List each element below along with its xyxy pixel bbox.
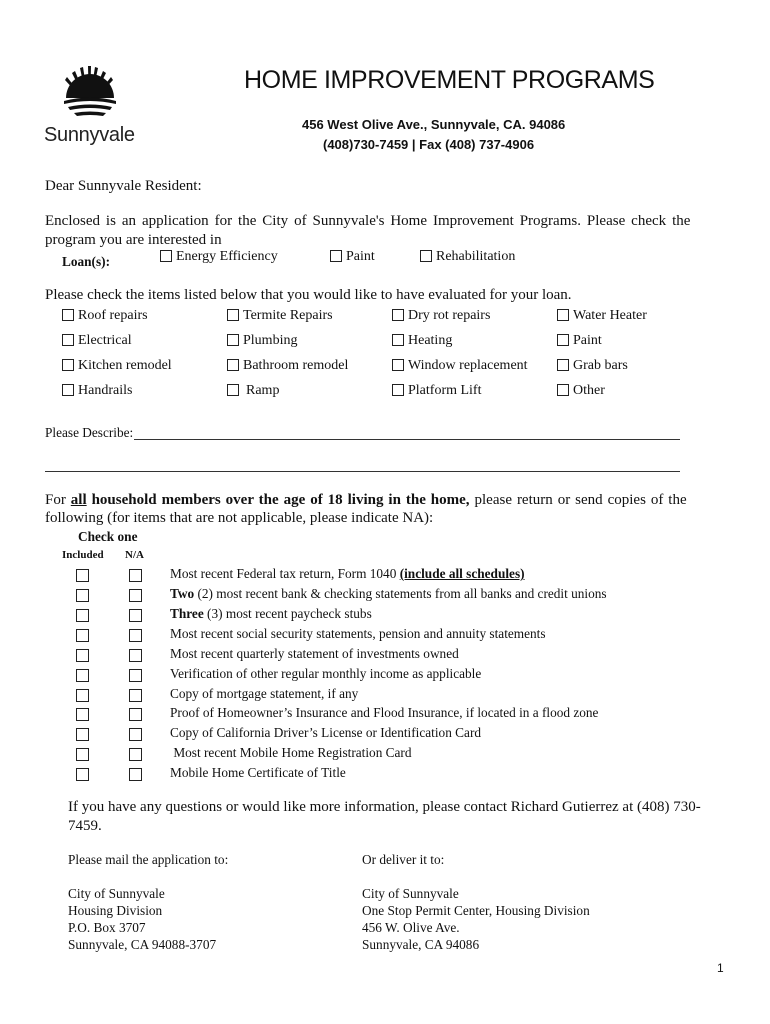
doc-na-checkbox[interactable]: [129, 765, 142, 783]
doc-item: [170, 606, 372, 622]
doc-item: Proof of Homeowner’s Insurance and Flood Insurance, if located in a flood zone: [170, 705, 599, 720]
loan-option-label: Paint: [346, 249, 375, 264]
deliver-line: 456 W. Olive Ave.: [362, 920, 460, 935]
household-line-2: following (for items that are not applicable, please indicate NA):: [45, 510, 434, 526]
mail-line: P.O. Box 3707: [68, 920, 146, 935]
doc-emphasis: (include all schedules): [399, 566, 525, 581]
checkbox[interactable]: [557, 334, 569, 346]
item-dry-rot-repairs[interactable]: [392, 308, 490, 324]
doc-na-checkbox[interactable]: [129, 705, 142, 723]
doc-item: Most recent Mobile Home Registration Card: [170, 745, 412, 760]
doc-na-checkbox[interactable]: [129, 646, 142, 664]
describe-label: Please Describe:: [45, 425, 134, 440]
checkbox[interactable]: [392, 359, 404, 371]
item-label: Dry rot repairs: [408, 308, 491, 323]
doc-na-checkbox[interactable]: [129, 606, 142, 624]
item-label: Water Heater: [573, 308, 647, 323]
deliver-line: Sunnyvale, CA 94086: [362, 937, 480, 952]
item-label: Termite Repairs: [243, 308, 333, 323]
doc-na-checkbox[interactable]: [129, 745, 142, 763]
office-phone: (408)730-7459 | Fax (408) 737-4906: [323, 137, 535, 152]
item-grab-bars[interactable]: [557, 358, 628, 374]
describe-line-1[interactable]: [134, 439, 680, 440]
household-line-1: [45, 492, 687, 509]
doc-text: (3) most recent paycheck stubs: [203, 606, 372, 621]
item-paint[interactable]: [557, 333, 602, 349]
mail-line: City of Sunnyvale: [68, 886, 165, 901]
item-handrails[interactable]: [62, 383, 132, 399]
checkbox[interactable]: [62, 309, 74, 321]
household-suffix: please return or send copies of the: [469, 492, 687, 508]
checkbox[interactable]: [557, 309, 569, 321]
contact-line-2: 7459.: [68, 818, 102, 834]
loan-option-energy[interactable]: [160, 249, 278, 265]
doc-included-checkbox[interactable]: [76, 705, 89, 723]
mail-line: Sunnyvale, CA 94088-3707: [68, 937, 217, 952]
doc-included-checkbox[interactable]: [76, 765, 89, 783]
loan-option-rehabilitation[interactable]: [420, 249, 515, 265]
item-water-heater[interactable]: [557, 308, 647, 324]
item-plumbing[interactable]: [227, 333, 297, 349]
doc-included-checkbox[interactable]: [76, 646, 89, 664]
checkbox[interactable]: [392, 384, 404, 396]
checkbox[interactable]: [62, 384, 74, 396]
checkbox[interactable]: [227, 384, 239, 396]
item-label: Bathroom remodel: [243, 358, 349, 373]
mail-line: Housing Division: [68, 903, 163, 918]
doc-included-checkbox[interactable]: [76, 725, 89, 743]
doc-item: [170, 586, 607, 602]
checkbox[interactable]: [227, 334, 239, 346]
contact-line-1: If you have any questions or would like more information, please contact Richard Gutierrez at (408) 730-: [68, 799, 701, 815]
checkbox[interactable]: [557, 359, 569, 371]
logo-wordmark: Sunnyvale: [44, 124, 135, 146]
item-label: Platform Lift: [408, 383, 482, 398]
intro-line-1: Enclosed is an application for the City of Sunnyvale's Home Improvement Programs. Please check the: [45, 213, 691, 229]
column-na: N/A: [125, 549, 144, 561]
doc-text: Most recent Federal tax return, Form 1040: [170, 566, 400, 581]
doc-item: Most recent quarterly statement of investments owned: [170, 646, 459, 661]
item-platform-lift[interactable]: [392, 383, 482, 399]
sun-logo-icon: [60, 64, 120, 122]
checkbox[interactable]: [392, 309, 404, 321]
sunnyvale-logo: [44, 64, 144, 154]
doc-emphasis: Two: [170, 586, 195, 601]
item-window-replacement[interactable]: [392, 358, 528, 374]
checkbox[interactable]: [330, 250, 342, 262]
checkbox[interactable]: [557, 384, 569, 396]
check-one-label: Check one: [78, 529, 138, 544]
item-label: Plumbing: [243, 333, 298, 348]
doc-na-checkbox[interactable]: [129, 666, 142, 684]
household-prefix: For: [45, 492, 71, 508]
describe-line-2[interactable]: [45, 471, 680, 472]
item-other[interactable]: [557, 383, 605, 399]
loan-option-label: Energy Efficiency: [176, 249, 278, 264]
checkbox[interactable]: [392, 334, 404, 346]
item-label: Heating: [408, 333, 453, 348]
checkbox[interactable]: [62, 334, 74, 346]
item-label: Window replacement: [408, 358, 528, 373]
item-bathroom-remodel[interactable]: [227, 358, 348, 374]
item-label: Paint: [573, 333, 602, 348]
page-number: 1: [717, 961, 724, 975]
item-electrical[interactable]: [62, 333, 132, 349]
loan-option-label: Rehabilitation: [436, 249, 516, 264]
doc-na-checkbox[interactable]: [129, 566, 142, 584]
page-title: HOME IMPROVEMENT PROGRAMS: [244, 66, 655, 94]
item-label: Roof repairs: [78, 308, 148, 323]
doc-included-checkbox[interactable]: [76, 686, 89, 704]
checkbox[interactable]: [227, 359, 239, 371]
doc-included-checkbox[interactable]: [76, 606, 89, 624]
mail-heading: Please mail the application to:: [68, 852, 229, 867]
household-bold: household members over the age of 18 living in the home,: [86, 492, 470, 508]
item-kitchen-remodel[interactable]: [62, 358, 172, 374]
doc-item: [170, 566, 525, 582]
doc-item: Copy of California Driver’s License or Identification Card: [170, 725, 482, 740]
checkbox[interactable]: [62, 359, 74, 371]
item-roof-repairs[interactable]: [62, 308, 148, 324]
greeting: Dear Sunnyvale Resident:: [45, 178, 202, 194]
item-ramp[interactable]: [227, 383, 279, 399]
column-included: Included: [62, 549, 104, 561]
items-heading: Please check the items listed below that you would like to have evaluated for your loan.: [45, 287, 572, 303]
doc-na-checkbox[interactable]: [129, 586, 142, 604]
doc-item: Mobile Home Certificate of Title: [170, 765, 346, 780]
item-label: Handrails: [78, 383, 133, 398]
doc-na-checkbox[interactable]: [129, 725, 142, 743]
item-label: Electrical: [78, 333, 132, 348]
doc-na-checkbox[interactable]: [129, 626, 142, 644]
office-address: 456 West Olive Ave., Sunnyvale, CA. 94086: [302, 117, 566, 132]
doc-included-checkbox[interactable]: [76, 666, 89, 684]
checkbox[interactable]: [160, 250, 172, 262]
doc-included-checkbox[interactable]: [76, 626, 89, 644]
doc-emphasis: Three: [170, 606, 204, 621]
item-label: Grab bars: [573, 358, 628, 373]
item-heating[interactable]: [392, 333, 452, 349]
checkbox[interactable]: [227, 309, 239, 321]
doc-included-checkbox[interactable]: [76, 586, 89, 604]
doc-text: (2) most recent bank & checking statements from all banks and credit unions: [194, 586, 607, 601]
doc-included-checkbox[interactable]: [76, 745, 89, 763]
loan-option-paint[interactable]: [330, 249, 375, 265]
item-label: Other: [573, 383, 605, 398]
item-label: Ramp: [246, 383, 280, 398]
intro-line-2: program you are interested in: [45, 232, 222, 248]
doc-item: Most recent social security statements, pension and annuity statements: [170, 626, 546, 641]
deliver-line: City of Sunnyvale: [362, 886, 459, 901]
doc-item: Copy of mortgage statement, if any: [170, 686, 359, 701]
doc-na-checkbox[interactable]: [129, 686, 142, 704]
loan-label: Loan(s):: [62, 254, 111, 269]
deliver-heading: Or deliver it to:: [362, 852, 445, 867]
household-all: all: [70, 492, 87, 508]
item-termite-repairs[interactable]: [227, 308, 333, 324]
checkbox[interactable]: [420, 250, 432, 262]
doc-item: Verification of other regular monthly income as applicable: [170, 666, 482, 681]
item-label: Kitchen remodel: [78, 358, 172, 373]
deliver-line: One Stop Permit Center, Housing Division: [362, 903, 590, 918]
doc-included-checkbox[interactable]: [76, 566, 89, 584]
